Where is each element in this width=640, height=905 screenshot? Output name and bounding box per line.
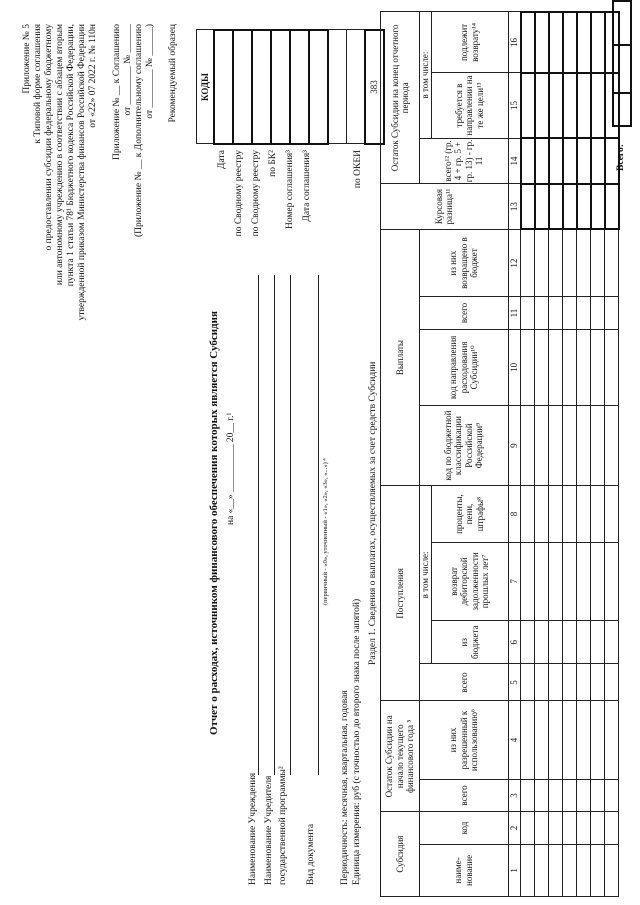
col-number-cell: 5 [508,664,521,701]
table-cell[interactable] [521,73,535,138]
appendix-line: о предоставлении субсидии федеральному бюджетному [44,24,54,251]
th-to-return: подлежит возврату¹⁴ [431,12,508,73]
field-founder-name: Наименование Учредителя [264,775,274,885]
table-cell[interactable] [563,701,577,779]
table-cell[interactable] [577,542,591,620]
label-svod2: по Сводному реестру [251,150,261,237]
appendix-line: к Типовой форме соглашения [33,24,43,144]
table-cell[interactable] [549,184,563,230]
col-number-cell: 2 [508,812,521,845]
field-inst-name: Наименование Учреждения [248,772,258,885]
section-title: Раздел 1. Сведения о выплатах, осуществляемых за счет средств Субсидии [368,361,378,665]
table-cell[interactable] [591,621,605,664]
table-cell[interactable] [577,138,591,184]
codes-table [196,29,385,145]
table-cell[interactable] [521,405,535,485]
table-cell[interactable] [591,12,605,73]
report-date-line: на «__» __________ 20__ г.¹ [226,412,236,525]
code-cell-blank [328,30,347,144]
table-cell[interactable] [591,73,605,138]
th-fx-diff: Курсовая разница¹¹ [381,184,509,230]
table-cell[interactable] [535,486,549,543]
table-cell[interactable] [605,542,619,620]
table-cell[interactable] [549,664,563,701]
table-cell[interactable] [577,12,591,73]
th-name: наиме-нование [420,844,509,896]
table-cell[interactable] [535,405,549,485]
code-cell-agr-no[interactable] [290,30,309,144]
table-cell[interactable] [577,486,591,543]
code-cell-agr-date[interactable] [309,30,328,144]
report-title: Отчет о расходах, источником финансового обеспечения которых является Субсидия [208,311,220,735]
table-cell[interactable] [591,297,605,330]
col-number-cell: 3 [508,779,521,812]
th-income-incl: в том числе: [420,486,432,664]
table-cell[interactable] [605,844,619,896]
table-row [577,12,591,897]
table-cell[interactable] [605,812,619,845]
table-row [591,12,605,897]
table-cell[interactable] [563,542,577,620]
table-cell[interactable] [535,73,549,138]
table-cell[interactable] [577,329,591,405]
table-cell[interactable] [535,779,549,812]
table-cell[interactable] [521,701,535,779]
table-cell[interactable] [591,844,605,896]
table-cell[interactable] [521,779,535,812]
th-rest-total: всего [420,779,509,812]
table-cell[interactable] [549,138,563,184]
th-income: Поступления [381,486,420,701]
field-unit: Единица измерения: руб (с точностью до второго знака после запятой) [352,598,362,885]
table-cell[interactable] [521,229,535,296]
field-periodicity: Периодичность: месячная, квартальная, годовая [340,690,350,885]
agreement-ref-block [112,24,156,237]
table-cell[interactable] [549,542,563,620]
table-cell[interactable] [549,73,563,138]
table-cell[interactable] [521,812,535,845]
table-cell[interactable] [563,73,577,138]
table-cell[interactable] [563,297,577,330]
table-cell[interactable] [535,12,549,73]
total-row-cells [612,0,632,127]
table-cell[interactable] [563,812,577,845]
recommended-label: Рекомендуемый образец [168,24,178,123]
table-cell[interactable] [605,779,619,812]
table-cell[interactable] [535,297,549,330]
col-number-row [508,12,521,897]
table-cell[interactable] [549,229,563,296]
col-number-cell: 16 [508,12,521,73]
table-cell[interactable] [521,329,535,405]
table-cell[interactable] [577,229,591,296]
th-rest-start: Остаток Субсидии на начало текущего финансового года ⁵ [381,701,420,812]
th-interest: проценты, пени, штрафы⁸ [431,486,508,543]
table-cell[interactable] [591,329,605,405]
th-needed: требуется в направлении на те же цели¹³ [431,73,508,138]
field-program-name: государственной программы² [278,766,288,885]
total-cell[interactable] [613,93,631,126]
table-cell[interactable] [605,701,619,779]
th-income-total: всего [420,664,509,701]
th-code: код [420,812,509,845]
label-agr-no: Номер соглашения³ [285,150,295,230]
table-cell[interactable] [563,12,577,73]
th-rest-end: Остаток Субсидии на конец отчетного периода [381,12,420,184]
col-number-cell: 13 [508,184,521,230]
appendix-line: или автономному учреждению в соответствии с абзацем вторым [55,24,65,286]
table-cell[interactable] [521,542,535,620]
col-number-cell: 15 [508,73,521,138]
table-cell[interactable] [591,138,605,184]
table-cell[interactable] [563,184,577,230]
col-number-cell: 10 [508,329,521,405]
table-cell[interactable] [521,297,535,330]
table-cell[interactable] [577,297,591,330]
table-cell[interactable] [577,73,591,138]
table-row [535,12,549,897]
table-cell[interactable] [535,329,549,405]
agreement-line: (Приложение № __ к Дополнительному соглашению [134,24,144,238]
appendix-line: утвержденной приказом Министерства финансов Российской Федерации [77,24,87,321]
table-cell[interactable] [549,297,563,330]
code-cell-blank2 [347,30,366,144]
agreement-line: Приложение № __ к Соглашению [112,24,122,160]
table-cell[interactable] [591,184,605,230]
agreement-line: от ________ № ______ [123,24,133,116]
col-number-cell: 9 [508,405,521,485]
table-cell[interactable] [549,329,563,405]
table-cell[interactable] [549,621,563,664]
table-cell[interactable] [563,405,577,485]
code-cell-svod1[interactable] [233,30,252,144]
total-label: Всего: [616,144,626,171]
table-cell[interactable] [549,701,563,779]
table-cell[interactable] [591,812,605,845]
total-cell[interactable] [613,1,631,45]
table-cell[interactable] [577,184,591,230]
table-cell[interactable] [535,621,549,664]
table-cell[interactable] [591,542,605,620]
appendix-line: Приложение № 5 [22,24,32,94]
table-cell[interactable] [605,229,619,296]
col-number-cell: 1 [508,844,521,896]
table-cell[interactable] [535,844,549,896]
th-from-budget: из бюджета [431,621,508,664]
table-row [549,12,563,897]
col-number-cell: 4 [508,701,521,779]
table-cell[interactable] [563,779,577,812]
table-cell[interactable] [563,621,577,664]
appendix-line: пункта 1 статьи 78¹ Бюджетного кодекса Российской Федерации, [66,24,76,287]
th-end-total: всего¹² (гр. 4 + гр. 5 + гр. 13) - гр. 11 [420,138,509,184]
table-cell[interactable] [521,486,535,543]
code-labels [214,150,367,236]
table-cell[interactable] [605,621,619,664]
th-bk-code: код по бюджетной классификации Российской Федерации⁹ [420,405,509,485]
appendix-block [22,24,99,320]
table-cell[interactable] [521,138,535,184]
th-payments: Выплаты [381,229,420,485]
program-name-line[interactable] [290,275,291,775]
table-cell[interactable] [549,12,563,73]
table-cell[interactable] [591,664,605,701]
table-cell[interactable] [591,779,605,812]
table-cell[interactable] [535,812,549,845]
table-cell[interactable] [577,405,591,485]
label-bk: по БК² [268,150,278,177]
table-cell[interactable] [591,405,605,485]
label-date: Дата [217,150,227,169]
table-cell[interactable] [577,621,591,664]
th-returned: из них возвращено в бюджет [420,229,509,296]
table-cell[interactable] [563,844,577,896]
table-cell[interactable] [535,701,549,779]
table-cell[interactable] [521,621,535,664]
table-cell[interactable] [577,844,591,896]
label-okei: по ОКЕИ [353,150,363,189]
table-cell[interactable] [591,229,605,296]
table-cell[interactable] [549,405,563,485]
table-row [521,12,535,897]
table-cell[interactable] [535,664,549,701]
th-subsidy: Субсидия [381,812,420,897]
agreement-line: от ________ № ______) [145,24,155,119]
table-cell[interactable] [605,297,619,330]
table-cell[interactable] [535,184,549,230]
table-cell[interactable] [521,844,535,896]
col-number-cell: 12 [508,229,521,296]
th-end-incl: в том числе: [420,12,432,138]
table-cell[interactable] [521,664,535,701]
col-number-cell: 6 [508,621,521,664]
appendix-line: от «22» 07 2022 г. № 110н [88,24,98,128]
doc-type-line[interactable] [318,275,319,775]
table-row [563,12,577,897]
table-cell[interactable] [521,12,535,73]
table-cell[interactable] [535,138,549,184]
table-cell[interactable] [535,542,549,620]
th-return-debt: возврат дебиторской задолженности прошлых лет⁷ [431,542,508,620]
col-number-cell: 11 [508,297,521,330]
table-cell[interactable] [521,184,535,230]
col-number-cell: 7 [508,542,521,620]
table-cell[interactable] [577,701,591,779]
table-cell[interactable] [563,329,577,405]
field-doc-type: Вид документа [306,823,316,885]
table-cell[interactable] [591,701,605,779]
code-cell-okei: 383 [365,30,384,144]
code-cell-date[interactable] [214,30,233,144]
table-cell[interactable] [549,812,563,845]
table-cell[interactable] [577,779,591,812]
code-cell-svod2[interactable] [252,30,271,144]
table-cell[interactable] [549,779,563,812]
table-cell[interactable] [549,486,563,543]
table-cell[interactable] [605,486,619,543]
table-cell[interactable] [563,486,577,543]
table-cell[interactable] [605,664,619,701]
doc-type-hint: (первичный - «0», уточненный - «1», «2», «3», «...») ⁴ [322,458,329,605]
label-agr-date: Дата соглашения³ [302,150,312,222]
table-cell[interactable] [591,486,605,543]
code-cell-bk[interactable] [271,30,290,144]
table-cell[interactable] [563,664,577,701]
founder-name-line[interactable] [274,275,275,775]
main-table [380,11,620,897]
table-cell[interactable] [605,405,619,485]
codes-header: КОДЫ [197,30,215,144]
table-cell[interactable] [577,812,591,845]
table-cell[interactable] [605,184,619,230]
col-number-cell: 14 [508,138,521,184]
th-rest-of-them: из них разрешенный к использованию⁶ [420,701,509,779]
th-dir-code: код направления расходования Субсидии¹⁰ [420,329,509,405]
col-number-cell: 8 [508,486,521,543]
table-cell[interactable] [605,329,619,405]
table-cell[interactable] [563,138,577,184]
table-cell[interactable] [549,844,563,896]
table-cell[interactable] [563,229,577,296]
inst-name-line[interactable] [258,275,259,775]
th-pay-total: всего [420,297,509,330]
table-cell[interactable] [577,664,591,701]
label-svod1: по Сводному реестру [234,150,244,237]
table-cell[interactable] [535,229,549,296]
total-cell[interactable] [613,45,631,92]
